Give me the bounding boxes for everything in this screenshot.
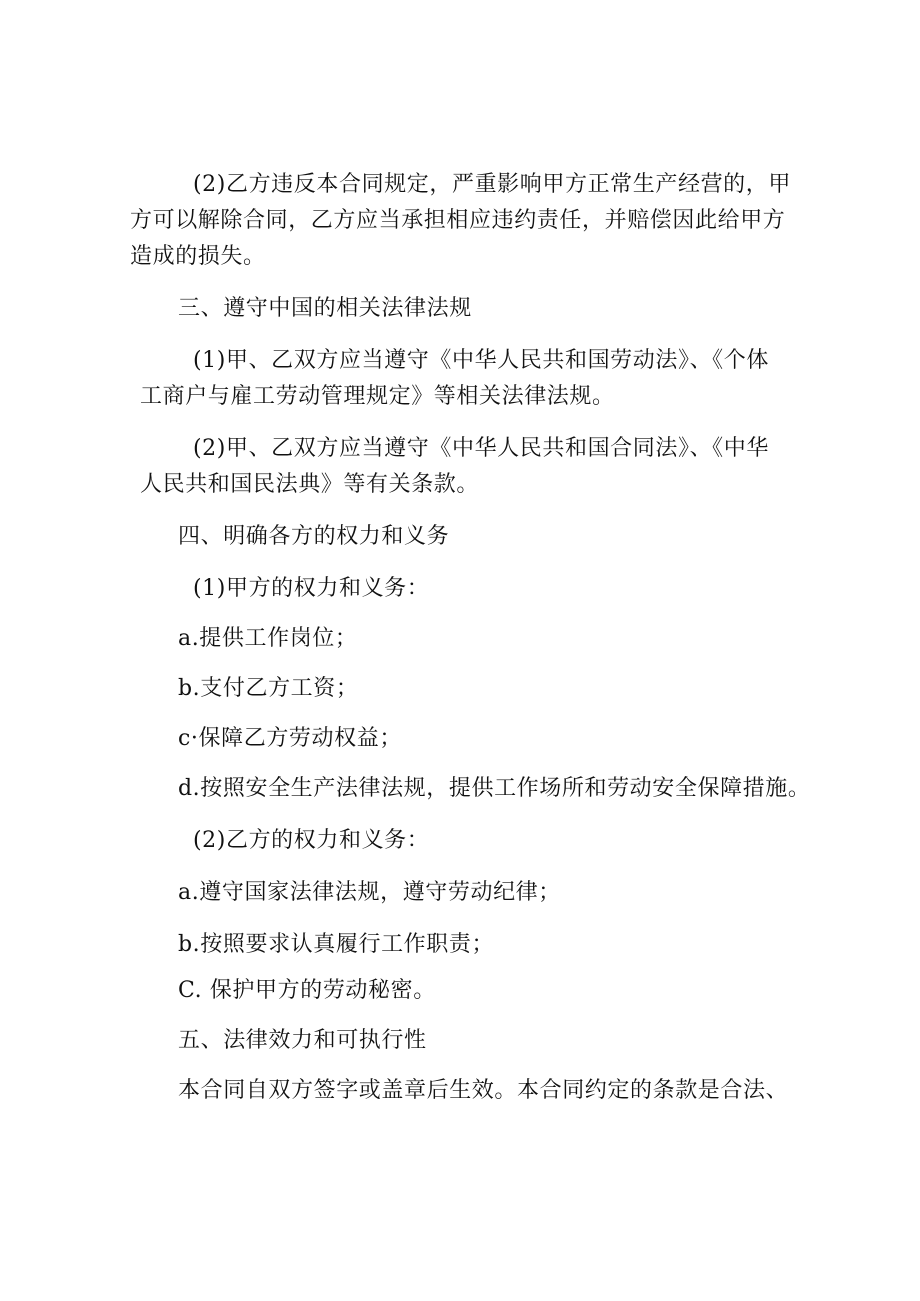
section-heading-5: 五、法律效力和可执行性 (178, 1028, 427, 1053)
paragraph-effectiveness-line-1: 本合同自双方签字或盖章后生效。本合同约定的条款是合法、 (178, 1078, 789, 1103)
list-item-a4: d.按照安全生产法律法规，提供工作场所和劳动安全保障措施。 (178, 776, 811, 801)
paragraph-contract-law-line-1: (2)甲、乙双方应当遵守《中华人民共和国合同法》、《中华 (193, 436, 769, 461)
list-item-b3: C. 保护甲方的劳动秘密。 (178, 978, 436, 1003)
subheading-party-a: (1)甲方的权力和义务： (193, 576, 430, 601)
list-item-a3: c·保障乙方劳动权益； (178, 726, 402, 751)
paragraph-breach-line-1: (2)乙方违反本合同规定，严重影响甲方正常生产经营的，甲 (193, 172, 791, 197)
paragraph-breach-line-2: 方可以解除合同，乙方应当承担相应违约责任，并赔偿因此给甲方 (130, 208, 786, 233)
list-item-b1: a.遵守国家法律法规，遵守劳动纪律； (178, 880, 561, 905)
paragraph-labor-law-line-1: (1)甲、乙双方应当遵守《中华人民共和国劳动法》、《个体 (193, 348, 769, 373)
subheading-party-b: (2)乙方的权力和义务： (193, 828, 430, 853)
list-item-a2: b.支付乙方工资； (178, 676, 359, 701)
list-item-a1: a.提供工作岗位； (178, 626, 358, 651)
paragraph-breach-line-3: 造成的损失。 (130, 244, 266, 269)
paragraph-contract-law-line-2: 人民共和国民法典》等有关条款。 (140, 472, 480, 497)
section-heading-3: 三、遵守中国的相关法律法规 (178, 296, 472, 321)
section-heading-4: 四、明确各方的权力和义务 (178, 524, 450, 549)
paragraph-labor-law-line-2: 工商户与雇工劳动管理规定》等相关法律法规。 (140, 384, 615, 409)
list-item-b2: b.按照要求认真履行工作职责； (178, 932, 495, 957)
